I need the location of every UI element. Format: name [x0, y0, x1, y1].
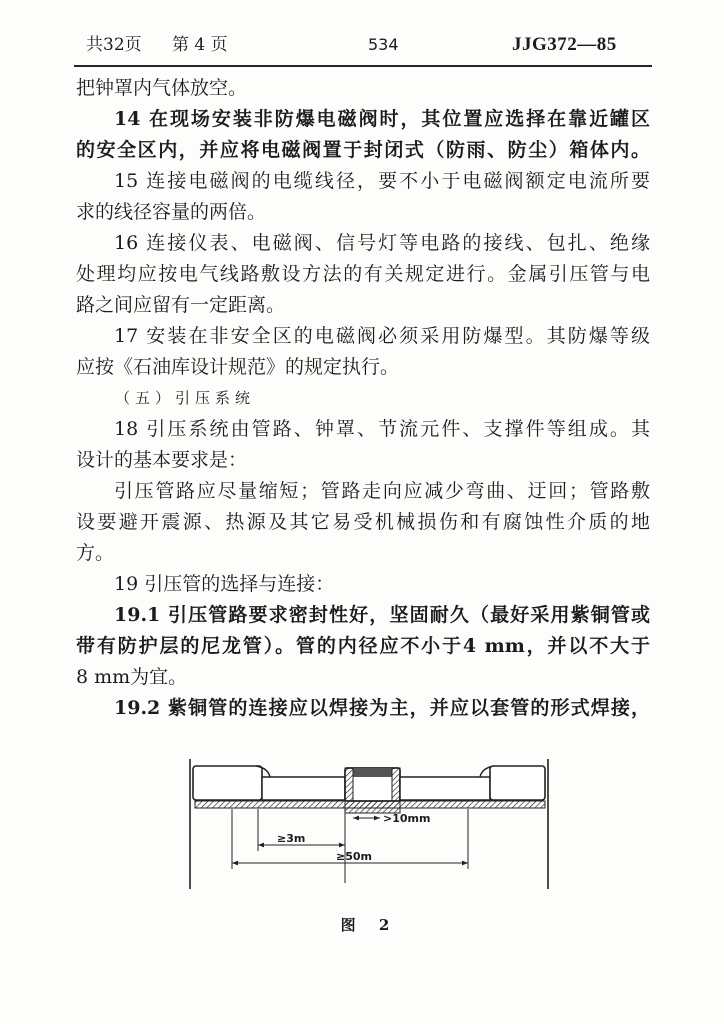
pipe-end-right — [490, 766, 545, 800]
dimension-short-label: ≥3m — [277, 832, 306, 845]
header-total-pages: 共32页 — [86, 35, 142, 55]
solder-right — [392, 768, 400, 801]
body-text-line: 把钟罩内气体放空。 — [76, 77, 248, 99]
body-text-line: 处理均应按电气线路敷设方法的有关规定进行。金属引压管与电 — [76, 263, 650, 285]
body-text-line: 设计的基本要求是： — [76, 449, 248, 471]
body-text-line: 应按《石油库设计规范》的规定执行。 — [76, 356, 400, 378]
dimension-overlap-label: >10mm — [383, 812, 431, 825]
sleeve-band — [353, 768, 392, 777]
pipe-joint-diagram — [180, 755, 560, 900]
clause-19-1-line: 19.1 引压管路要求密封性好，坚固耐久（最好采用紫铜管或 — [114, 604, 650, 626]
solder-left — [345, 768, 353, 801]
body-text-line: 的安全区内，并应将电磁阀置于封闭式（防雨、防尘）箱体内。 — [76, 139, 650, 161]
clause-14-line: 14 在现场安装非防爆电磁阀时，其位置应选择在靠近罐区 — [114, 108, 650, 130]
header-current-page: 第 4 页 — [172, 35, 228, 55]
body-text-line: 引压管路应尽量缩短；管路走向应减少弯曲、迂回；管路敷 — [114, 480, 650, 502]
clause-18-line: 18 引压系统由管路、钟罩、节流元件、支撑件等组成。其 — [114, 418, 650, 440]
clause-19-line: 19 引压管的选择与连接： — [114, 573, 335, 595]
body-text-line: 路之间应留有一定距离。 — [76, 294, 286, 316]
body-text — [76, 73, 650, 724]
figure-caption: 图 2 — [340, 916, 390, 934]
copper-pipe-right — [400, 777, 490, 800]
header-rule — [74, 65, 652, 67]
header-page-number: 534 — [368, 35, 399, 54]
clause-15-line: 15 连接电磁阀的电缆线径，要不小于电磁阀额定电流所要 — [114, 170, 650, 192]
dimension-long-label: ≥50m — [336, 850, 372, 863]
pipe-end-left — [193, 766, 262, 800]
body-text-line: 方。 — [76, 542, 115, 564]
copper-pipe-left — [262, 777, 345, 800]
body-text-line: 设要避开震源、热源及其它易受机械损伤和有腐蚀性介质的地 — [76, 511, 650, 533]
clause-19-2-line: 19.2 紫铜管的连接应以焊接为主，并应以套管的形式焊接， — [114, 697, 650, 719]
clause-17-line: 17 安装在非安全区的电磁阀必须采用防爆型。其防爆等级 — [114, 325, 650, 347]
body-text-line: 求的线径容量的两倍。 — [76, 201, 267, 223]
header-standard-code: JJG372—85 — [512, 34, 617, 55]
body-text-line: 带有防护层的尼龙管）。管的内径应不小于4 mm，并以不大于 — [76, 635, 650, 657]
section-heading: （五）引压系统 — [115, 389, 256, 407]
body-text-line: 8 mm为宜。 — [76, 666, 188, 688]
clause-16-line: 16 连接仪表、电磁阀、信号灯等电路的接线、包扎、绝缘 — [114, 232, 650, 254]
